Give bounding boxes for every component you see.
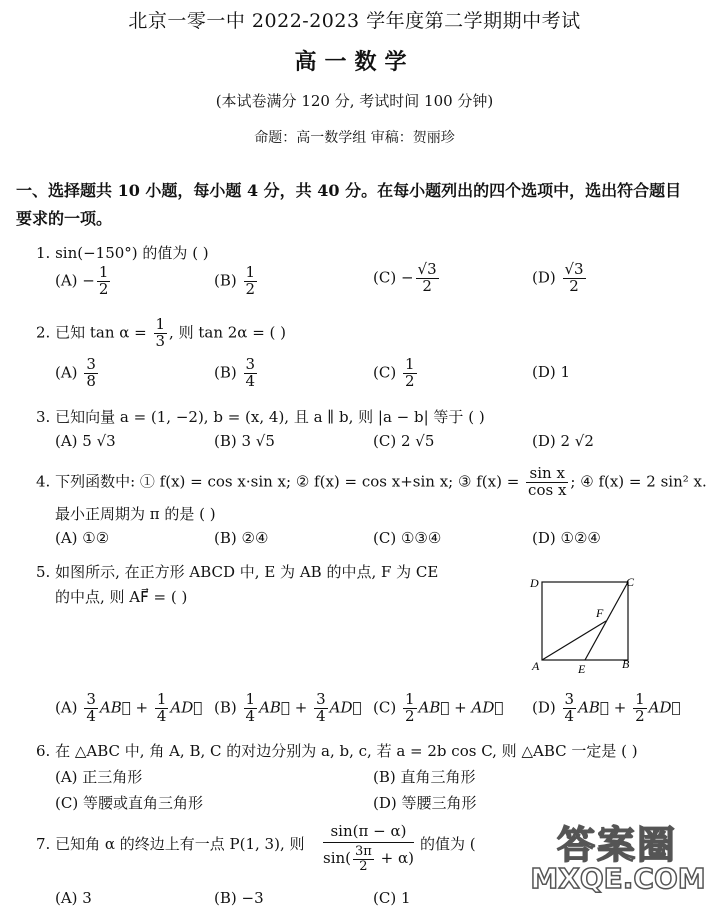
q4-stem: 4. 下列函数中: ① f(x) = cos x·sin x; ② f(x) = cos x+sin x; ③ f(x) = $\frac{\text{sin x}}{\text{cos x}}$ ; ④ f(x) = 2 sin² x. [36,464,707,499]
q4-line2: 最小正周期为 π 的是 ( ) [55,505,216,523]
q3-option-a: (A) 5 √3 [55,432,116,450]
q1-option-a: (A) − $\frac{1}{2}$ [55,263,109,298]
q7-option-c: (C) 1 [373,889,411,907]
q6-option-c: (C) 等腰或直角三角形 [55,794,203,812]
square-abcd [542,582,628,660]
q2-option-a: (A) $\frac{3}{8}$ [55,355,96,390]
q4-option-b: (B) ②④ [214,529,269,547]
watermark-url: MXQE.COM [530,862,706,895]
square-figure [524,570,644,680]
section-title: 一、选择题共 10 小题，每小题 4 分，共 40 分。在每小题列出的四个选项中，选出符合题目要求的一项。 [16,181,682,228]
exam-title: 北京一零一中 2022-2023 学年度第二学期期中考试 [128,10,581,32]
q7-stem-start: 7. 已知角 α 的终边上有一点 P(1, 3), 则 [36,835,305,853]
q3-option-b: (B) 3 √5 [214,432,275,450]
q1-text: sin(−150°) 的值为 ( ) [55,244,209,262]
label-b: B [622,657,630,671]
q7-fraction: sin(π − α) sin( $\frac{3\pi}{2}$ + α) [323,822,414,874]
label-d: D [530,576,539,590]
q7-stem-end: 的值为 ( [420,835,476,853]
q6-option-d: (D) 等腰三角形 [373,794,477,812]
label-e: E [578,662,586,676]
q5-stem: 5. 如图所示, 在正方形 ABCD 中, E 为 AB 的中点, F 为 CE [36,563,439,581]
q5-option-a: (A) $\frac{3}{4}$ AB⃗ + $\frac{1}{4}$ AD⃗ [55,690,203,725]
label-f: F [596,606,604,620]
q4-option-a: (A) ①② [55,529,110,547]
q4-option-d: (D) ①②④ [532,529,601,547]
q7-option-a: (A) 3 [55,889,92,907]
q1-option-c: (C) − $\frac{√3}{2}$ [373,260,437,295]
subject-title: 高一数学 [294,49,415,75]
q3-option-d: (D) 2 √2 [532,432,594,450]
q2-stem: 2. 已知 tan α = $\frac{1}{3}$ , 则 tan 2α = ( ) [36,315,287,350]
q6-option-b: (B) 直角三角形 [373,768,476,786]
exam-note: (本试卷满分 120 分, 考试时间 100 分钟) [215,92,494,110]
watermark-text: 答案圈 [556,823,677,867]
q5-option-c: (C) $\frac{1}{2}$ AB⃗ + AD⃗ [373,690,504,725]
q1-option-b: (B) $\frac{1}{2}$ [214,263,256,298]
q6-option-a: (A) 正三角形 [55,768,143,786]
q1-option-d: (D) $\frac{√3}{2}$ [532,260,584,295]
watermark [520,810,709,913]
q7-option-b: (B) −3 [214,889,264,907]
q1-stem [36,242,209,263]
q5-line2: 的中点, 则 AF⃗ = ( ) [55,588,188,606]
q2-option-d: (D) 1 [532,363,571,381]
q6-stem: 6. 在 △ABC 中, 角 A, B, C 的对边分别为 a, b, c, 若 a = 2b cos C, 则 △ABC 一定是 ( ) [36,742,638,760]
q2-option-c: (C) $\frac{1}{2}$ [373,355,415,390]
label-c: C [626,575,635,589]
label-a: A [532,659,540,673]
q2-option-b: (B) $\frac{3}{4}$ [214,355,256,390]
q5-option-d: (D) $\frac{3}{4}$ AB⃗ + $\frac{1}{2}$ AD⃗ [532,690,681,725]
q5-option-b: (B) $\frac{1}{4}$ AB⃗ + $\frac{3}{4}$ AD⃗ [214,690,362,725]
q4-option-c: (C) ①③④ [373,529,442,547]
q1-number: 1. [36,244,51,262]
q3-option-c: (C) 2 √5 [373,432,435,450]
authors-line: 命题：高一数学组 审稿：贺丽珍 [254,130,455,146]
q3-stem: 3. 已知向量 a = (1, −2), b = (x, 4), 且 a ∥ b, 则 |a − b| 等于 ( ) [36,408,485,426]
segment-ce [585,582,628,660]
